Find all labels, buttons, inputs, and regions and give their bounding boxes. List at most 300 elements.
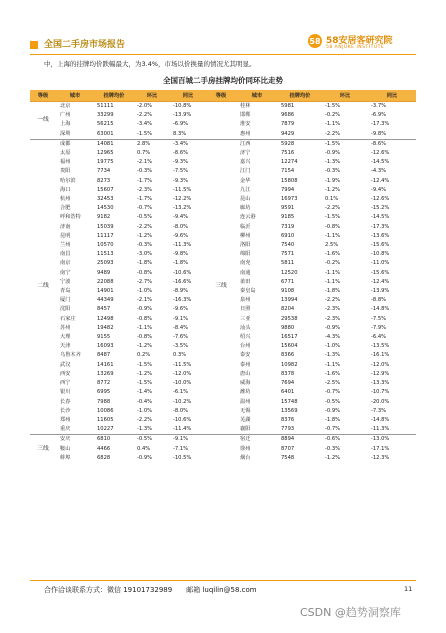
right-mom-cell: -1.1% [325,232,341,239]
left-mom-cell: -0.3% [137,168,153,175]
left-price-cell: 15607 [97,186,114,193]
left-price-cell: 6810 [94,435,134,445]
right-city-cell: 南通 [240,269,251,276]
right-city-cell: 淮安 [240,121,251,128]
left-city-cell: 昆明 [60,232,71,239]
left-mom-cell: -1.7% [137,177,153,184]
right-price-cell: 9686 [281,112,295,119]
right-city-cell: 三亚 [240,315,251,322]
left-price-cell: 51111 [97,103,114,109]
right-yoy-cell: -14.5% [371,159,390,166]
left-city-cell: 哈尔滨 [60,177,76,184]
left-city-cell: 重庆 [60,426,71,433]
left-price-cell: 9155 [97,334,111,341]
right-mom-cell: -1.6% [325,251,341,258]
right-mom-cell: -1.5% [322,139,368,149]
left-yoy-cell: -3.4% [170,139,206,149]
left-price-cell: 44349 [97,297,114,304]
left-mom-cell: -2.0% [137,103,153,109]
col-header-city: 城市 [56,90,94,102]
right-mom-cell: -1.1% [325,269,341,276]
right-city-cell: 秦皇岛 [240,288,256,295]
right-yoy-cell: -9.4% [371,186,387,193]
left-yoy-cell: -10.2% [173,398,192,405]
left-yoy-cell: -8.0% [173,223,189,230]
right-price-cell: 13994 [281,297,298,304]
right-yoy-cell: -15.6% [371,242,390,249]
right-city-cell: 日照 [240,306,251,313]
right-price-cell: 8894 [278,435,322,445]
left-price-cell: 25093 [97,260,114,267]
left-mom-cell: -3.4% [137,121,153,128]
right-city-cell: 绵阳 [240,251,251,258]
intro-text: 中，上海的挂牌均价跌幅最大，为3.4%，市场以价换量的情况尤其明显。 [44,60,256,68]
right-city-cell: 嘉兴 [240,159,251,166]
left-yoy-cell: -8.6% [173,150,189,157]
left-price-cell: 6828 [97,454,111,461]
left-city-cell: 安庆 [56,435,94,445]
right-price-cell: 7694 [281,380,295,387]
left-yoy-cell: -9.1% [173,315,189,322]
left-mom-cell: -0.3% [137,242,153,249]
left-city-cell: 天津 [60,343,71,350]
left-price-cell: 10570 [97,242,114,249]
left-yoy-cell: -7.6% [173,334,189,341]
right-price-cell: 6771 [281,278,295,285]
right-price-cell: 8204 [281,306,295,313]
right-yoy-cell: -20.0% [371,398,390,405]
left-mom-cell: -0.4% [137,398,153,405]
left-price-cell: 19775 [97,159,114,166]
right-mom-cell: -1.5% [325,214,341,221]
right-city-cell: 威海 [240,380,251,387]
left-mom-cell: -2.2% [137,112,153,119]
left-mom-cell: -1.5% [137,380,153,387]
right-city-cell: 邯郸 [240,112,251,119]
left-city-cell: 郑州 [60,416,71,423]
right-city-cell: 九江 [240,186,251,193]
left-city-cell: 合肥 [60,205,71,212]
left-city-cell: 蚌埠 [60,454,71,461]
left-city-cell: 沈阳 [60,306,71,313]
right-mom-cell: -2.2% [325,130,341,137]
right-yoy-cell: -7.3% [371,407,387,414]
left-price-cell: 14081 [94,139,134,149]
right-yoy-cell: -6.4% [371,334,387,341]
right-price-cell: 6910 [281,232,295,239]
right-price-cell: 7540 [281,242,295,249]
right-mom-cell: -0.9% [325,407,341,414]
left-yoy-cell: -11.5% [173,186,192,193]
watermark: CSDN @趋势洞察库 [300,606,401,619]
left-yoy-cell: -12.2% [173,196,192,203]
left-city-cell: 福州 [60,159,71,166]
left-city-cell: 大理 [60,334,71,341]
right-yoy-cell: -14.8% [371,416,390,423]
right-city-cell: 金华 [240,177,251,184]
left-price-cell: 14161 [97,361,114,368]
right-yoy-cell: -10.8% [371,251,390,258]
left-yoy-cell: -16.3% [173,297,192,304]
right-mom-cell: -0.9% [325,150,341,157]
right-tier-cell [206,102,236,140]
left-price-cell: 12965 [97,150,114,157]
right-price-cell: 7516 [281,150,295,157]
right-city-cell: 宿迁 [236,435,278,445]
right-price-cell: 7548 [281,454,295,461]
left-city-cell: 宁波 [60,278,71,285]
right-mom-cell: -0.2% [325,112,341,119]
left-yoy-cell: -7.1% [173,445,189,452]
right-mom-cell: -1.3% [325,352,341,359]
right-mom-cell: -0.8% [325,223,341,230]
left-price-cell: 16093 [97,343,114,350]
right-price-cell: 12520 [281,269,298,276]
right-price-cell: 9108 [281,288,295,295]
right-mom-cell: 0.1% [325,196,339,203]
left-city-cell: 成都 [56,139,94,149]
right-yoy-cell: -10.7% [371,389,390,396]
left-price-cell: 8457 [97,306,111,313]
right-yoy-cell: -9.8% [371,130,387,137]
left-yoy-cell: -11.5% [173,361,192,368]
right-price-cell: 7571 [281,251,295,258]
right-mom-cell: -0.2% [325,260,341,267]
right-mom-cell: -2.3% [325,306,341,313]
left-yoy-cell: -13.2% [173,205,192,212]
col-header-price: 挂牌均价 [278,90,322,102]
left-yoy-cell: -10.8% [173,103,192,109]
left-yoy-cell: -10.0% [173,380,192,387]
right-yoy-cell: -15.6% [371,269,390,276]
right-city-cell: 廊坊 [240,205,251,212]
left-yoy-cell: -6.9% [173,121,189,128]
left-yoy-cell: -8.0% [173,407,189,414]
right-price-cell: 15808 [281,177,298,184]
right-mom-cell: -0.7% [325,389,341,396]
right-yoy-cell: -6.9% [371,112,387,119]
right-yoy-cell: -13.5% [371,343,390,350]
left-price-cell: 33299 [97,112,114,119]
left-yoy-cell: -12.0% [173,370,192,377]
left-yoy-cell: -9.6% [173,232,189,239]
right-yoy-cell: -8.8% [371,297,387,304]
left-yoy-cell: -11.4% [173,426,192,433]
left-price-cell: 15039 [97,223,114,230]
left-yoy-cell: -13.9% [173,112,192,119]
col-header-yoy: 同比 [170,90,206,102]
left-mom-cell: -0.5% [137,214,153,221]
right-city-cell: 江西 [236,139,278,149]
right-city-cell: 汕头 [240,324,251,331]
left-mom-cell: 2.8% [134,139,170,149]
left-yoy-cell: -9.3% [173,159,189,166]
left-city-cell: 深圳 [60,130,71,137]
right-price-cell: 8366 [281,352,295,359]
left-mom-cell: -0.9% [137,454,153,461]
left-mom-cell: -1.2% [137,343,153,350]
left-yoy-cell: -10.6% [173,269,192,276]
right-price-cell: 9591 [281,205,295,212]
left-yoy-cell: 8.3% [173,130,187,137]
left-yoy-cell: -10.6% [173,416,192,423]
right-price-cell: 9429 [281,130,295,137]
right-mom-cell: -2.2% [325,205,341,212]
left-mom-cell: -1.7% [137,196,153,203]
right-yoy-cell: -12.4% [371,177,390,184]
right-city-cell: 绍兴 [240,334,251,341]
left-yoy-cell: -9.4% [173,214,189,221]
left-city-cell: 长沙 [60,407,71,414]
left-yoy-cell: -8.4% [173,324,189,331]
right-mom-cell: -0.9% [325,324,341,331]
left-city-cell: 长春 [60,398,71,405]
left-yoy-cell: -9.8% [173,251,189,258]
left-yoy-cell: -3.5% [173,343,189,350]
left-price-cell: 13269 [97,370,114,377]
right-city-cell: 唐山 [240,370,251,377]
left-city-cell: 南宁 [60,269,71,276]
left-tier-cell: 一线 [37,116,49,123]
left-yoy-cell: -9.1% [170,435,206,445]
left-mom-cell: -1.5% [137,130,153,137]
left-price-cell: 56215 [97,121,114,128]
right-yoy-cell: -17.3% [371,223,390,230]
left-city-cell: 海口 [60,186,71,193]
brand-name: 58安居客研究院 [326,36,393,46]
left-mom-cell: -0.7% [137,205,153,212]
left-mom-cell: -0.9% [137,306,153,313]
left-mom-cell: 0.4% [137,445,151,452]
right-price-cell: 5811 [281,260,295,267]
right-yoy-cell: -11.0% [371,260,390,267]
right-city-cell: 济宁 [240,150,251,157]
left-yoy-cell: -7.5% [173,168,189,175]
left-yoy-cell: -1.8% [173,260,189,267]
left-city-cell: 石家庄 [60,315,76,322]
right-price-cell: 16517 [281,334,298,341]
left-yoy-cell: -11.3% [173,242,192,249]
right-price-cell: 8378 [281,370,295,377]
right-price-cell: 15604 [281,343,298,350]
right-price-cell: 7879 [281,121,295,128]
right-mom-cell: -2.3% [325,315,341,322]
price-table [30,90,416,463]
left-city-cell: 济南 [60,223,71,230]
right-yoy-cell: -4.3% [371,168,387,175]
left-city-cell: 鞍山 [60,445,71,452]
left-city-cell: 西宁 [60,380,71,387]
right-yoy-cell: -14.8% [371,306,390,313]
right-price-cell: 12274 [281,159,298,166]
table-row [30,139,416,149]
brand-subtitle: 58 ANJUKE INSTITUTE [326,45,385,50]
left-price-cell: 11513 [97,251,114,258]
right-yoy-cell: -11.3% [371,426,390,433]
left-price-cell: 4466 [97,445,111,452]
left-price-cell: 22088 [97,278,114,285]
right-yoy-cell: -12.9% [371,370,390,377]
right-mom-cell: -2.5% [325,380,341,387]
right-mom-cell: -1.2% [325,454,341,461]
right-city-cell: 惠州 [240,130,251,137]
left-mom-cell: -2.7% [137,278,153,285]
right-city-cell: 温州 [240,398,251,405]
left-city-cell: 西安 [60,370,71,377]
right-price-cell: 29538 [281,315,298,322]
left-price-cell: 32453 [97,196,114,203]
right-mom-cell: -2.2% [325,297,341,304]
right-mom-cell: -1.8% [325,288,341,295]
left-mom-cell: -1.0% [137,288,153,295]
right-city-cell: 柳州 [240,232,251,239]
col-header-tier: 等级 [206,90,236,102]
left-yoy-cell: -16.6% [173,278,192,285]
right-city-cell: 台州 [240,343,251,350]
left-price-cell: 7988 [97,398,111,405]
left-price-cell: 11605 [97,416,114,423]
page-number: 11 [404,585,413,593]
right-yoy-cell: -7.9% [371,324,387,331]
right-price-cell: 5928 [278,139,322,149]
left-city-cell: 呼和浩特 [60,214,81,221]
left-city-cell: 武汉 [60,361,71,368]
left-city-cell: 上海 [60,121,71,128]
right-yoy-cell: -13.9% [371,288,390,295]
right-city-cell: 襄阳 [240,426,251,433]
right-price-cell: 7793 [281,426,295,433]
left-tier-cell: 三线 [30,435,56,463]
right-city-cell: 南充 [240,260,251,267]
right-yoy-cell: -12.4% [371,278,390,285]
right-city-cell: 泰州 [240,361,251,368]
right-tier-cell [206,435,236,463]
right-mom-cell: -1.3% [325,159,341,166]
right-price-cell: 7319 [281,223,295,230]
left-mom-cell: -0.5% [134,435,170,445]
left-city-cell: 苏州 [60,324,71,331]
left-city-cell: 银川 [60,389,71,396]
left-mom-cell: -2.1% [137,297,153,304]
right-city-cell: 洛阳 [240,242,251,249]
right-price-cell: 7994 [281,186,295,193]
right-mom-cell: -1.8% [325,416,341,423]
left-yoy-cell: -6.1% [173,389,189,396]
left-mom-cell: -1.1% [137,324,153,331]
right-city-cell: 临沂 [240,223,251,230]
left-price-cell: 9182 [97,214,111,221]
header-accent-bar [30,41,38,49]
left-city-cell: 北京 [60,103,71,109]
right-mom-cell: 2.5% [325,242,339,249]
left-price-cell: 11117 [97,232,114,239]
left-price-cell: 10086 [97,407,114,414]
left-tier-cell: 二线 [30,139,56,435]
right-city-cell: 烟台 [240,454,251,461]
right-price-cell: 6401 [281,389,295,396]
table-row [30,435,416,445]
right-yoy-cell: -13.6% [371,232,390,239]
left-price-cell: 12498 [97,315,114,322]
left-price-cell: 8772 [97,380,111,387]
report-title: 全国二手房市场报告 [44,40,126,50]
left-mom-cell: -1.5% [137,361,153,368]
right-yoy-cell: -17.3% [371,121,390,128]
right-city-cell: 莆田 [240,278,251,285]
left-mom-cell: -1.0% [137,407,153,414]
right-mom-cell: -1.0% [325,343,341,350]
right-city-cell: 泉州 [240,297,251,304]
left-mom-cell: -1.4% [137,389,153,396]
footer-divider [30,580,416,581]
report-header [0,0,446,56]
col-header-mom: 环比 [322,90,368,102]
right-yoy-cell: -12.0% [371,361,390,368]
header-divider [30,54,416,55]
footer-contact: 合作洽谈联系方式：微信 19101732989 邮箱 luqilin@58.com [44,586,257,594]
right-price-cell: 8707 [281,445,295,452]
left-price-cell: 19482 [97,324,114,331]
left-yoy-cell: -9.3% [173,177,189,184]
left-yoy-cell: -8.9% [173,288,189,295]
right-yoy-cell: -13.0% [368,435,416,445]
table-row [30,102,416,112]
right-price-cell: 9185 [281,214,295,221]
left-city-cell: 杭州 [60,196,71,203]
right-price-cell: 7154 [281,168,295,175]
right-city-cell: 潍坊 [240,389,251,396]
right-mom-cell: -1.5% [325,103,341,109]
right-price-cell: 15748 [281,398,298,405]
right-mom-cell: -1.2% [325,186,341,193]
right-mom-cell: -1.9% [325,177,341,184]
left-mom-cell: -2.1% [137,159,153,166]
left-price-cell: 8273 [97,177,111,184]
left-yoy-cell: 0.3% [173,352,187,359]
right-yoy-cell: -13.3% [371,380,390,387]
right-mom-cell: -0.3% [325,445,341,452]
col-header-tier: 等级 [30,90,56,102]
right-mom-cell: -1.1% [325,361,341,368]
left-mom-cell: -0.8% [137,315,153,322]
right-city-cell: 江门 [240,168,251,175]
left-price-cell: 14530 [97,205,114,212]
right-city-cell: 徐州 [240,445,251,452]
right-price-cell: 10982 [281,361,298,368]
left-yoy-cell: -9.6% [173,306,189,313]
left-price-cell: 14901 [97,288,114,295]
left-mom-cell: -2.2% [137,223,153,230]
right-mom-cell: -0.5% [325,398,341,405]
col-header-price: 挂牌均价 [94,90,134,102]
brand-logo-icon: 58 [308,34,322,48]
left-city-cell: 太原 [60,150,71,157]
right-price-cell: 9880 [281,324,295,331]
right-yoy-cell: -14.5% [371,214,390,221]
left-mom-cell: -2.2% [137,416,153,423]
left-city-cell: 青岛 [60,288,71,295]
col-header-city: 城市 [236,90,278,102]
right-city-cell: 桂林 [240,103,251,109]
right-mom-cell: -4.3% [325,334,341,341]
left-city-cell: 贵阳 [60,168,71,175]
right-yoy-cell: -7.5% [371,315,387,322]
right-city-cell: 昆山 [240,196,251,203]
col-header-mom: 环比 [134,90,170,102]
right-mom-cell: -0.3% [325,168,341,175]
right-mom-cell: -1.6% [325,370,341,377]
left-price-cell: 9489 [97,269,111,276]
